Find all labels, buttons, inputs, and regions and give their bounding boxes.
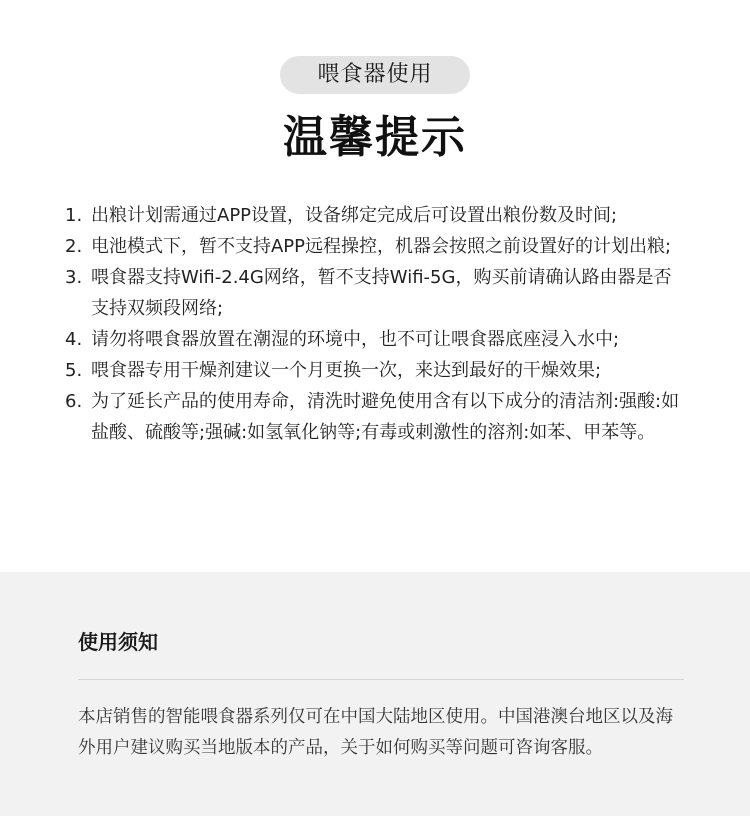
notice-body: 本店销售的智能喂食器系列仅可在中国大陆地区使用。中国港澳台地区以及海外用户建议购买当地版本的产品，关于如何购买等问题可咨询客服。 (78, 707, 673, 758)
tip-number: 5. (65, 360, 83, 381)
tip-number: 4. (65, 329, 83, 350)
tip-text: 喂食器专用干燥剂建议一个月更换一次，来达到最好的干燥效果; (91, 360, 602, 381)
tip-number: 6. (65, 391, 83, 412)
page-title: 温馨提示 (283, 112, 467, 163)
list-item (65, 355, 685, 386)
usage-notice-section (0, 572, 750, 816)
list-item (65, 324, 685, 355)
section-tag-pill: 喂食器使用 (280, 56, 470, 94)
tips-list (65, 200, 685, 448)
tip-text: 喂食器支持Wifi-2.4G网络，暂不支持Wifi-5G，购买前请确认路由器是否支持双频段网络; (91, 267, 672, 319)
notice-title: 使用须知 (78, 630, 158, 654)
tip-number: 3. (65, 267, 83, 288)
tip-text: 请勿将喂食器放置在潮湿的环境中，也不可让喂食器底座浸入水中; (91, 329, 620, 350)
divider (78, 679, 684, 680)
list-item (65, 262, 685, 324)
tip-number: 1. (65, 205, 83, 226)
tip-number: 2. (65, 236, 83, 257)
list-item (65, 386, 685, 448)
list-item (65, 200, 685, 231)
tip-text: 电池模式下，暂不支持APP远程操控，机器会按照之前设置好的计划出粮; (91, 236, 672, 257)
tip-text: 为了延长产品的使用寿命，清洗时避免使用含有以下成分的清洁剂:强酸:如盐酸、硫酸等;强碱:如氢氧化钠等;有毒或刺激性的溶剂:如苯、甲苯等。 (91, 391, 680, 443)
tip-text: 出粮计划需通过APP设置，设备绑定完成后可设置出粮份数及时间; (91, 205, 618, 226)
list-item (65, 231, 685, 262)
